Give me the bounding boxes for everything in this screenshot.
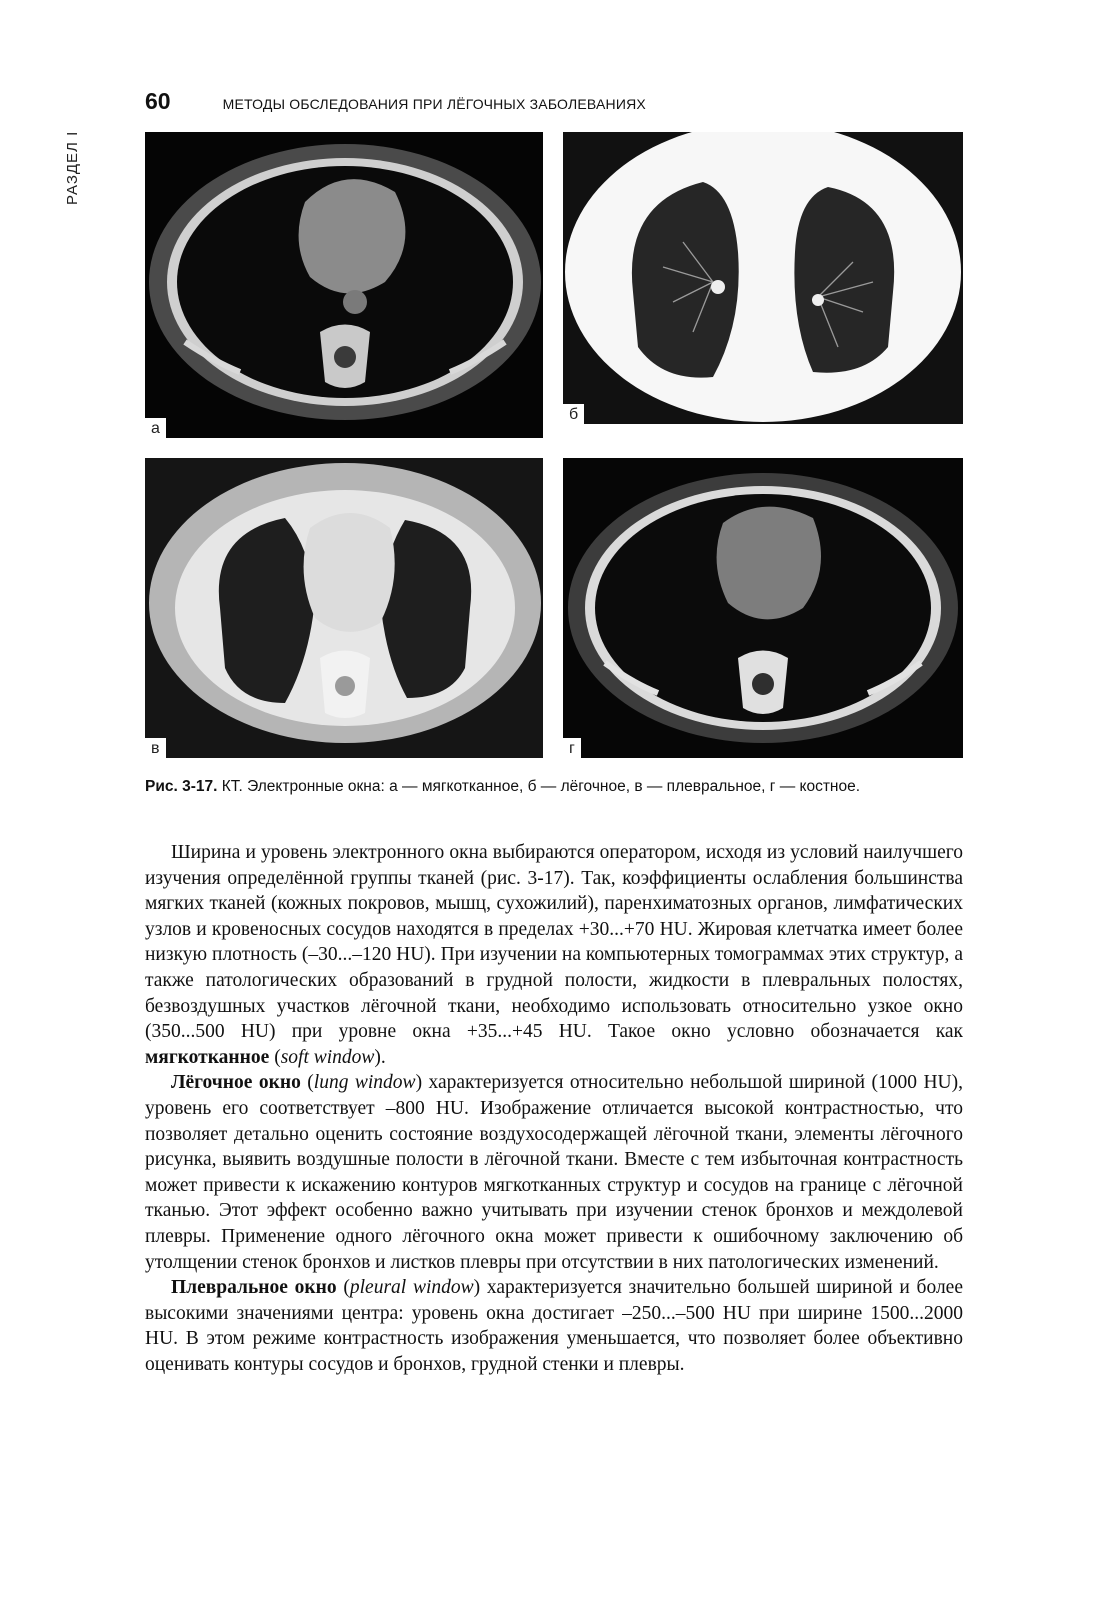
paragraph — [145, 840, 963, 1070]
figure-caption-text: КТ. Электронные окна: а — мягкотканное, б — лёгочное, в — плевральное, г — костное. — [217, 778, 861, 795]
text-run: ( — [300, 1072, 314, 1094]
panel-label: б — [563, 404, 584, 424]
text-run: ) характеризуется относительно небольшой шириной (1000 HU), уровень его соответствует –800 HU. Изображение отличается высокой контрастностью, что позволяет детально оценить состояние воздухосодержащей лёгочной ткани, элементы лёгочного рисунка, выявить воздушные полости в лёгочной ткани. Вместе с тем избыточная контрастность может привести к искажению контуров мягкотканных структур и сосудов на границе с лёгочной тканью. Этот эффект особенно важно учитывать при изучении стенок бронхов и междолевой плевры. Применение одного лёгочного окна может привести к ошибочному заключению об утолщении стенок бронхов и листков плевры при отсутствии в них патологических изменений. — [145, 1072, 963, 1273]
ct-panel-soft — [145, 132, 543, 438]
term-italic: pleural window — [349, 1277, 474, 1299]
term-italic: lung window — [313, 1072, 416, 1094]
term-bold: Плевральное окно — [171, 1277, 337, 1299]
text-run: ( — [336, 1277, 350, 1299]
ct-panel-bone — [563, 458, 963, 758]
ct-panel-lung — [563, 132, 963, 424]
ct-image-soft — [145, 132, 543, 438]
section-side-label: РАЗДЕЛ I — [64, 130, 81, 205]
panel-label: г — [563, 738, 581, 758]
figure-id: Рис. 3-17. — [145, 778, 218, 795]
paragraph — [145, 1070, 963, 1275]
text-run: ) характеризуется значительно большей шириной и более высокими значениями центра: уровень окна достигает –250...–500 HU при ширине 1500...2000 HU. В этом режиме контрастность изображения уменьшается, что позволяет более объективно оценивать контуры сосудов и бронхов, грудной стенки и плевры. — [145, 1277, 963, 1375]
figure-caption — [145, 778, 965, 796]
panel-label: а — [145, 418, 166, 438]
text-run: ( — [269, 1046, 281, 1068]
ct-image-bone — [563, 458, 963, 758]
text-run: Ширина и уровень электронного окна выбираются оператором, исходя из условий наилучшего изучения определённой группы тканей (рис. 3-17). Так, коэффициенты ослабления большинства мягких тканей (кожных покровов, мышц, сухожилий), паренхиматозных органов, лимфатических узлов и кровеносных сосудов находятся в пределах +30...+70 HU. Жировая клетчатка имеет более низкую плотность (–30...–120 HU). При изучении на компьютерных томограммах этих структур, а также патологических образований в грудной полости, жидкости в плевральных полостях, безвоздушных участков лёгочной ткани, необходимо использовать относительно узкое окно (350...500 HU) при уровне окна +35...+45 HU. Такое окно условно обозначается как — [145, 842, 963, 1043]
term-italic: soft window — [280, 1046, 375, 1068]
paragraph — [145, 1275, 963, 1377]
running-title: МЕТОДЫ ОБСЛЕДОВАНИЯ ПРИ ЛЁГОЧНЫХ ЗАБОЛЕВАНИЯХ — [222, 96, 646, 112]
term-bold: Лёгочное окно — [171, 1072, 301, 1094]
text-run: ). — [374, 1046, 386, 1068]
term-bold: мягкотканное — [145, 1046, 270, 1068]
ct-image-pleural — [145, 458, 543, 758]
panel-label: в — [145, 738, 166, 758]
page-number: 60 — [145, 88, 171, 114]
ct-panel-pleural — [145, 458, 543, 758]
body-text — [145, 840, 963, 1377]
ct-image-lung — [563, 132, 963, 424]
page-header — [145, 88, 646, 115]
